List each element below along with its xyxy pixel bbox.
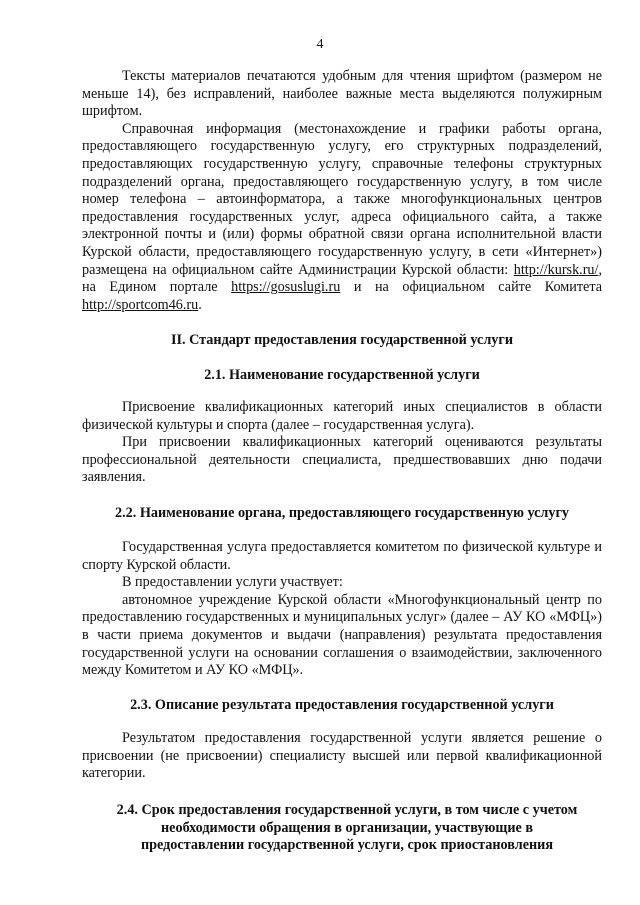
- intro-paragraph-1: Тексты материалов печатаются удобным для чтения шрифтом (размером не меньше 14), без исправлений, наиболее важные места выделяются полужирным шрифтом.: [82, 68, 602, 120]
- section-2-2-paragraph-3: автономное учреждение Курской области «Многофункциональный центр по предоставлению государственных и муниципальных услуг» (далее – АУ КО «МФЦ») в части приема документов и выдачи (направления) результата предоставления государственной услуги на основании соглашения о взаимодействии, заключенного между Комитетом и АУ КО «МФЦ».: [82, 591, 602, 679]
- section-2-1-paragraph-2: При присвоении квалификационных категорий оцениваются результаты профессиональной деятельности специалиста, предшествовавших дню подачи заявления.: [82, 434, 602, 486]
- section-2-3-title: 2.3. Описание результата предоставления государственной услуги: [130, 697, 554, 713]
- section-2-4-title: 2.4. Срок предоставления государственной услуги, в том числе с учетом необходимости обращения в организации, участвующие в предоставлении государственной услуги, срок приостановления: [116, 802, 578, 854]
- section-2-3-heading-block: [82, 697, 602, 715]
- section-2-title: II. Стандарт предоставления государственной услуги: [170, 332, 514, 348]
- section-2-2-body: [82, 539, 602, 680]
- section-2-3-paragraph-1: Результатом предоставления государственной услуги является решение о присвоении (не присвоении) специалисту высшей или первой квалификационной категории.: [82, 730, 602, 782]
- section-2-1-heading-block: [82, 367, 602, 385]
- intro-paragraph-2-mid1: , на Едином портале: [82, 261, 603, 296]
- section-2-2-heading-block: [82, 505, 602, 523]
- section-2-3-body: [82, 730, 602, 783]
- page-number: 4: [316, 37, 324, 52]
- section-2-2-paragraph-2: В предоставлении услуги участвует:: [122, 574, 343, 591]
- intro-paragraph-2: [82, 121, 602, 315]
- intro-block: [82, 68, 602, 314]
- section-2-1-paragraph-1: Присвоение квалификационных категорий иных специалистов в области физической культуры и спорта (далее – государственная услуга).: [82, 399, 602, 433]
- kursk-link[interactable]: http://kursk.ru/: [513, 261, 599, 278]
- section-2-1-body: [82, 399, 602, 487]
- intro-paragraph-2-end: .: [198, 296, 202, 313]
- sportcom-link[interactable]: http://sportcom46.ru: [82, 296, 199, 313]
- section-2-1-title: 2.1. Наименование государственной услуги: [204, 367, 480, 383]
- intro-paragraph-2-mid2: и на официальном сайте Комитета: [353, 279, 603, 296]
- section-2-4-heading-block: [112, 802, 582, 855]
- section-2-heading-block: [82, 332, 602, 350]
- section-2-2-title: 2.2. Наименование органа, предоставляющего государственную услугу: [114, 505, 570, 521]
- gosuslugi-link[interactable]: https://gosuslugi.ru: [231, 279, 341, 296]
- intro-paragraph-2-text: Справочная информация (местонахождение и графики работы органа, предоставляющего государственную услугу, его структурных подразделений, предоставляющих государственную услугу, справочные телефоны структурных подразделений органа, предоставляющего государственную услугу, в том числе номер телефона – автоинформатора, а также многофункциональных центров предоставления государственных услуг, адреса официального сайта, а также электронной почты и (или) формы обратной связи органа исполнительной власти Курской области, предоставляющего государственную услугу, в сети «Интернет») размещена на официальном сайте Администрации Курской области:: [82, 120, 602, 278]
- section-2-2-paragraph-1: Государственная услуга предоставляется комитетом по физической культуре и спорту Курской области.: [82, 539, 602, 573]
